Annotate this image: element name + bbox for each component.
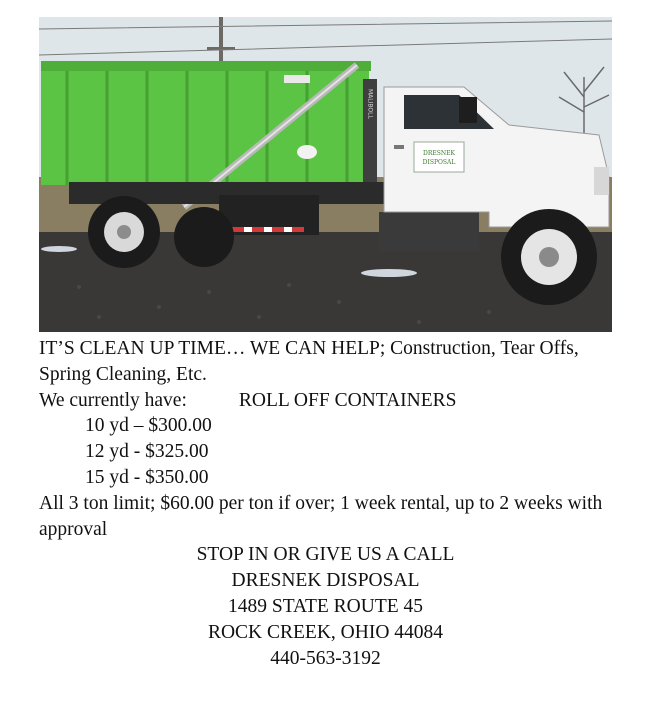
- price-15yd: 15 yd - $350.00: [85, 466, 209, 488]
- front-wheel: [501, 209, 597, 305]
- address-street: 1489 STATE ROUTE 45: [227, 595, 424, 617]
- container-brand-text: MALIBOLL: [366, 89, 374, 119]
- door-logo-line1: DRESNEK: [423, 150, 455, 157]
- door-handle: [394, 145, 404, 149]
- container-label-sticker: [284, 75, 310, 83]
- fuel-tank: [379, 212, 479, 252]
- intro-text: IT’S CLEAN UP TIME… WE CAN HELP; Construction, Tear Offs, Spring Cleaning, Etc.: [39, 338, 579, 385]
- rear-wheel: [88, 196, 160, 268]
- container-type-heading: ROLL OFF CONTAINERS: [238, 389, 457, 411]
- call-to-action: STOP IN OR GIVE US A CALL: [196, 544, 455, 566]
- container-round-sticker: [297, 145, 317, 159]
- green-container: [41, 65, 369, 185]
- company-name: DRESNEK DISPOSAL: [231, 570, 420, 592]
- truck-photo: [39, 17, 612, 332]
- rental-terms: All 3 ton limit; $60.00 per ton if over; 1 week rental, up to 2 weeks with approval: [39, 492, 603, 540]
- puddle: [361, 269, 417, 277]
- availability-line: [39, 388, 619, 414]
- address-city: ROCK CREEK, OHIO 44084: [207, 621, 444, 643]
- price-12yd: 12 yd - $325.00: [85, 441, 209, 463]
- price-10yd: 10 yd – $300.00: [85, 415, 212, 437]
- container-rim: [41, 61, 371, 71]
- middle-wheel: [174, 207, 234, 267]
- flyer-text: [39, 336, 619, 671]
- side-mirror: [459, 97, 477, 123]
- currently-have-label: We currently have:: [39, 389, 187, 411]
- headlight: [594, 167, 609, 195]
- puddle: [41, 246, 77, 252]
- roll-off-truck-illustration: [39, 17, 612, 332]
- door-logo-line2: DISPOSAL: [422, 159, 456, 166]
- phone-number: 440-563-3192: [270, 647, 381, 669]
- door-logo: [414, 142, 464, 172]
